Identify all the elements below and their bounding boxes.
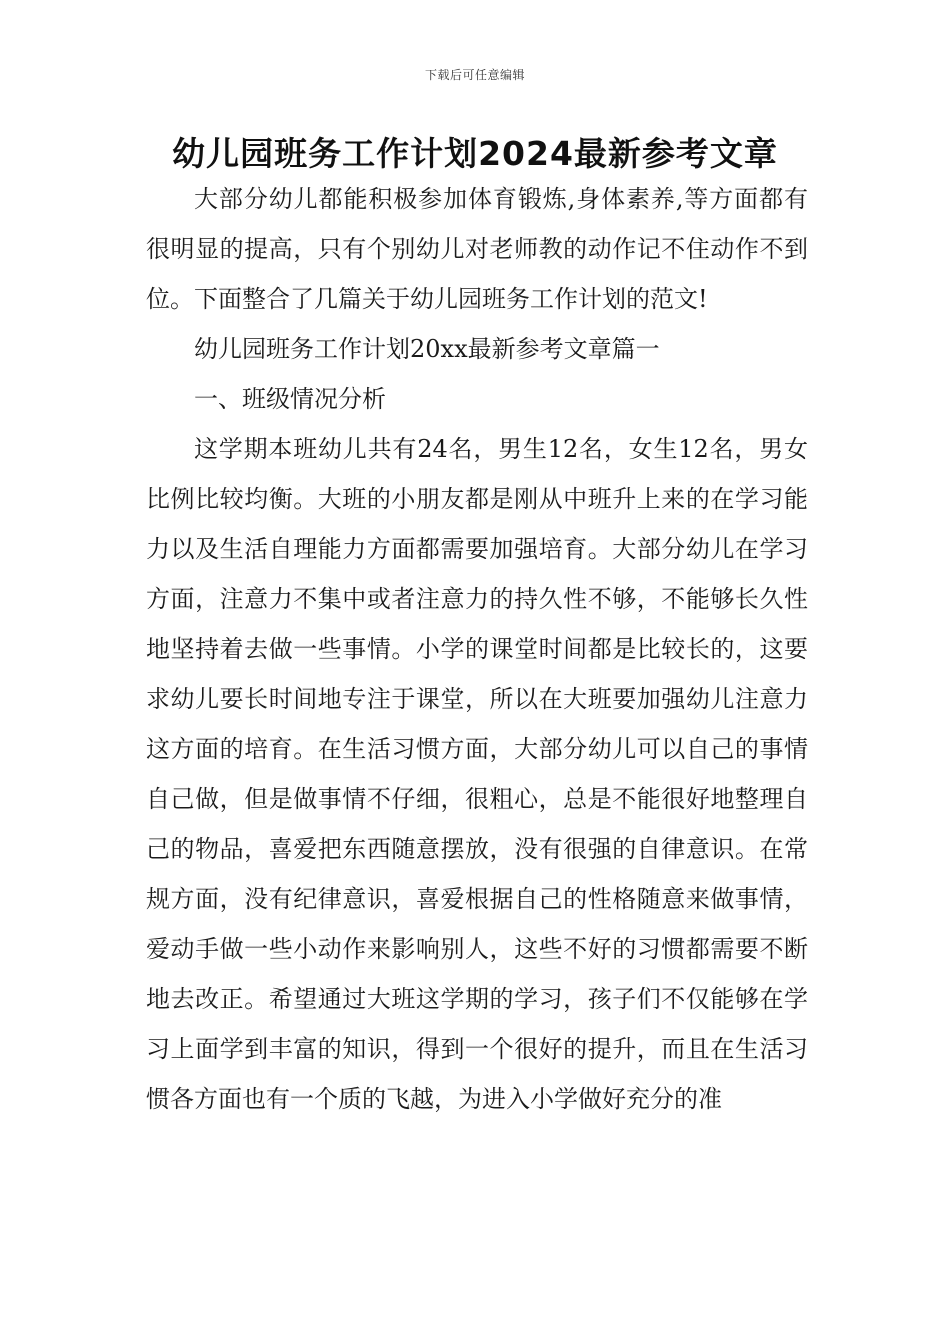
intro-paragraph: 大部分幼儿都能积极参加体育锻炼,身体素养,等方面都有很明显的提高，只有个别幼儿对老师教的动作记不住动作不到位。下面整合了几篇关于幼儿园班务工作计划的范文!: [146, 185, 808, 313]
subsection-heading: 一、班级情况分析: [194, 385, 386, 413]
section-heading: 幼儿园班务工作计划20xx最新参考文章篇一: [194, 335, 660, 363]
class-analysis-paragraph: 这学期本班幼儿共有24名，男生12名，女生12名，男女比例比较均衡。大班的小朋友都是刚从中班升上来的在学习能力以及生活自理能力方面都需要加强培育。大部分幼儿在学习方面，注意力不集中或者注意力的持久性不够，不能够长久性地坚持着去做一些事情。小学的课堂时间都是比较长的，这要求幼儿要长时间地专注于课堂，所以在大班要加强幼儿注意力这方面的培育。在生活习惯方面，大部分幼儿可以自己的事情自己做，但是做事情不仔细，很粗心，总是不能很好地整理自己的物品，喜爱把东西随意摆放，没有很强的自律意识。在常规方面，没有纪律意识，喜爱根据自己的性格随意来做事情，爱动手做一些小动作来影响别人，这些不好的习惯都需要不断地去改正。希望通过大班这学期的学习，孩子们不仅能够在学习上面学到丰富的知识，得到一个很好的提升，而且在生活习惯各方面也有一个质的飞越，为进入小学做好充分的准: [146, 435, 808, 1113]
document-body: [146, 174, 808, 1124]
page-header-note: 下载后可任意编辑: [424, 68, 525, 82]
document-title: 幼儿园班务工作计划2024最新参考文章: [172, 134, 778, 173]
